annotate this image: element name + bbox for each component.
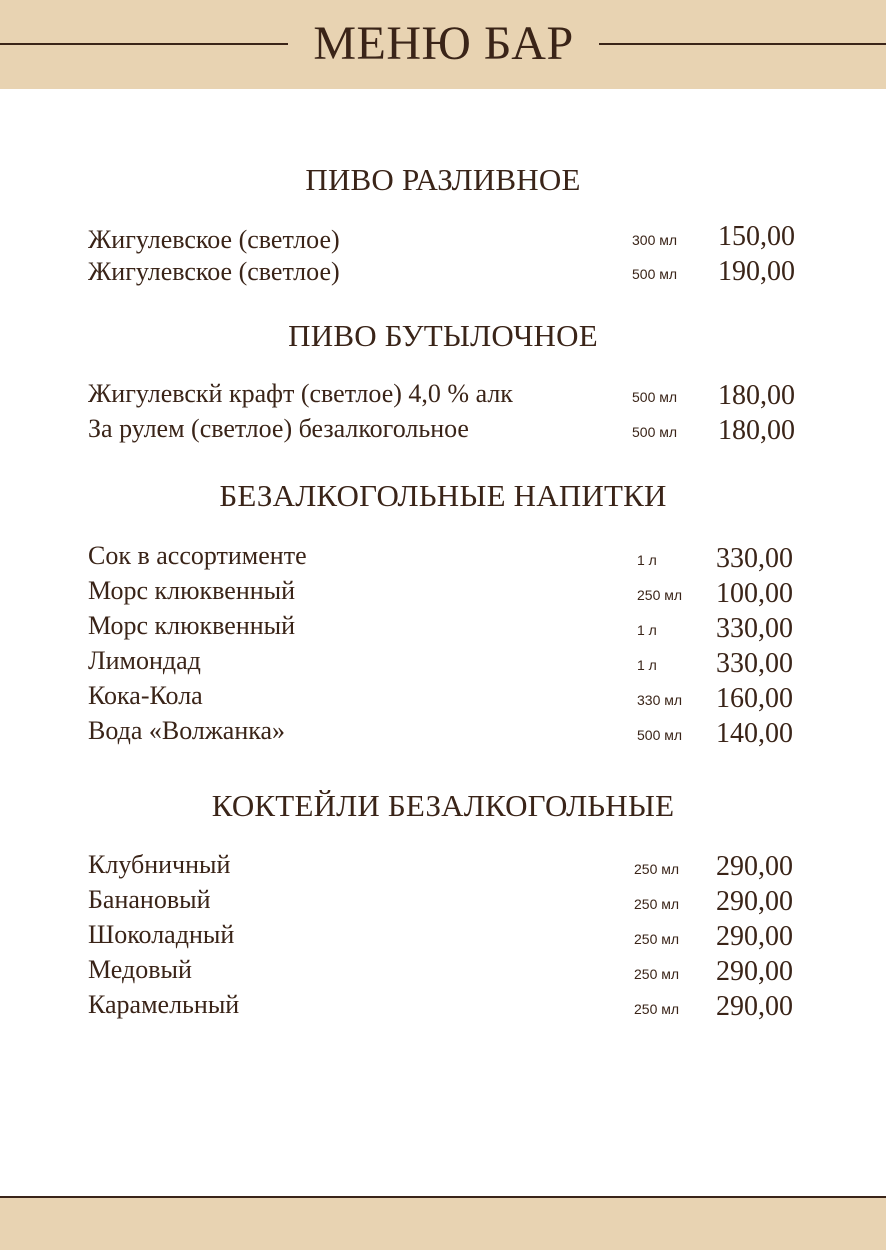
- section-title-mocktails: КОКТЕЙЛИ БЕЗАЛКОГОЛЬНЫЕ: [211, 788, 675, 823]
- item-volume: 250 мл: [634, 1001, 680, 1017]
- item-price: 180,00: [718, 380, 795, 411]
- section-title-draft-beer: ПИВО РАЗЛИВНОЕ: [305, 162, 581, 197]
- item-name: Морс клюквенный: [88, 576, 296, 605]
- item-price: 290,00: [716, 956, 793, 987]
- item-price: 330,00: [716, 648, 793, 679]
- item-volume: 250 мл: [634, 861, 680, 877]
- item-volume: 500 мл: [632, 389, 678, 405]
- item-volume: 250 мл: [634, 931, 680, 947]
- item-name: Вода «Волжанка»: [88, 716, 286, 745]
- item-price: 290,00: [716, 991, 793, 1022]
- item-name: Жигулевскй крафт (светлое) 4,0 % алк: [88, 379, 513, 408]
- footer-band: [0, 1196, 886, 1250]
- item-name: Медовый: [88, 955, 192, 984]
- item-price: 160,00: [716, 683, 793, 714]
- item-name: Шоколадный: [88, 920, 235, 949]
- item-volume: 250 мл: [637, 587, 683, 603]
- item-volume: 300 мл: [632, 232, 678, 248]
- item-price: 100,00: [716, 578, 793, 609]
- item-name: Сок в ассортименте: [88, 541, 307, 570]
- page-title: МЕНЮ БАР: [313, 17, 574, 70]
- item-price: 190,00: [718, 256, 795, 287]
- item-price: 150,00: [718, 221, 795, 252]
- item-volume: 1 л: [637, 657, 657, 673]
- item-name: Банановый: [88, 885, 211, 914]
- item-price: 140,00: [716, 718, 793, 749]
- item-name: Клубничный: [88, 850, 231, 879]
- item-volume: 250 мл: [634, 966, 680, 982]
- item-name: Жигулевское (светлое): [88, 225, 340, 254]
- item-name: За рулем (светлое) безалкогольное: [88, 414, 469, 443]
- item-price: 290,00: [716, 851, 793, 882]
- item-volume: 1 л: [637, 552, 657, 568]
- item-volume: 250 мл: [634, 896, 680, 912]
- item-price: 290,00: [716, 921, 793, 952]
- item-name: Карамельный: [88, 990, 240, 1019]
- item-name: Жигулевское (светлое): [88, 257, 340, 286]
- item-price: 290,00: [716, 886, 793, 917]
- item-volume: 500 мл: [637, 727, 683, 743]
- item-volume: 330 мл: [637, 692, 683, 708]
- item-name: Лимондад: [88, 646, 201, 675]
- section-title-soft-drinks: БЕЗАЛКОГОЛЬНЫЕ НАПИТКИ: [219, 478, 667, 513]
- item-price: 180,00: [718, 415, 795, 446]
- item-volume: 500 мл: [632, 424, 678, 440]
- item-price: 330,00: [716, 543, 793, 574]
- item-name: Морс клюквенный: [88, 611, 296, 640]
- header-divider-right: [599, 43, 886, 45]
- section-title-bottled-beer: ПИВО БУТЫЛОЧНОЕ: [288, 318, 598, 353]
- item-volume: 1 л: [637, 622, 657, 638]
- header-divider-left: [0, 43, 288, 45]
- item-price: 330,00: [716, 613, 793, 644]
- item-volume: 500 мл: [632, 266, 678, 282]
- item-name: Кока-Кола: [88, 681, 203, 710]
